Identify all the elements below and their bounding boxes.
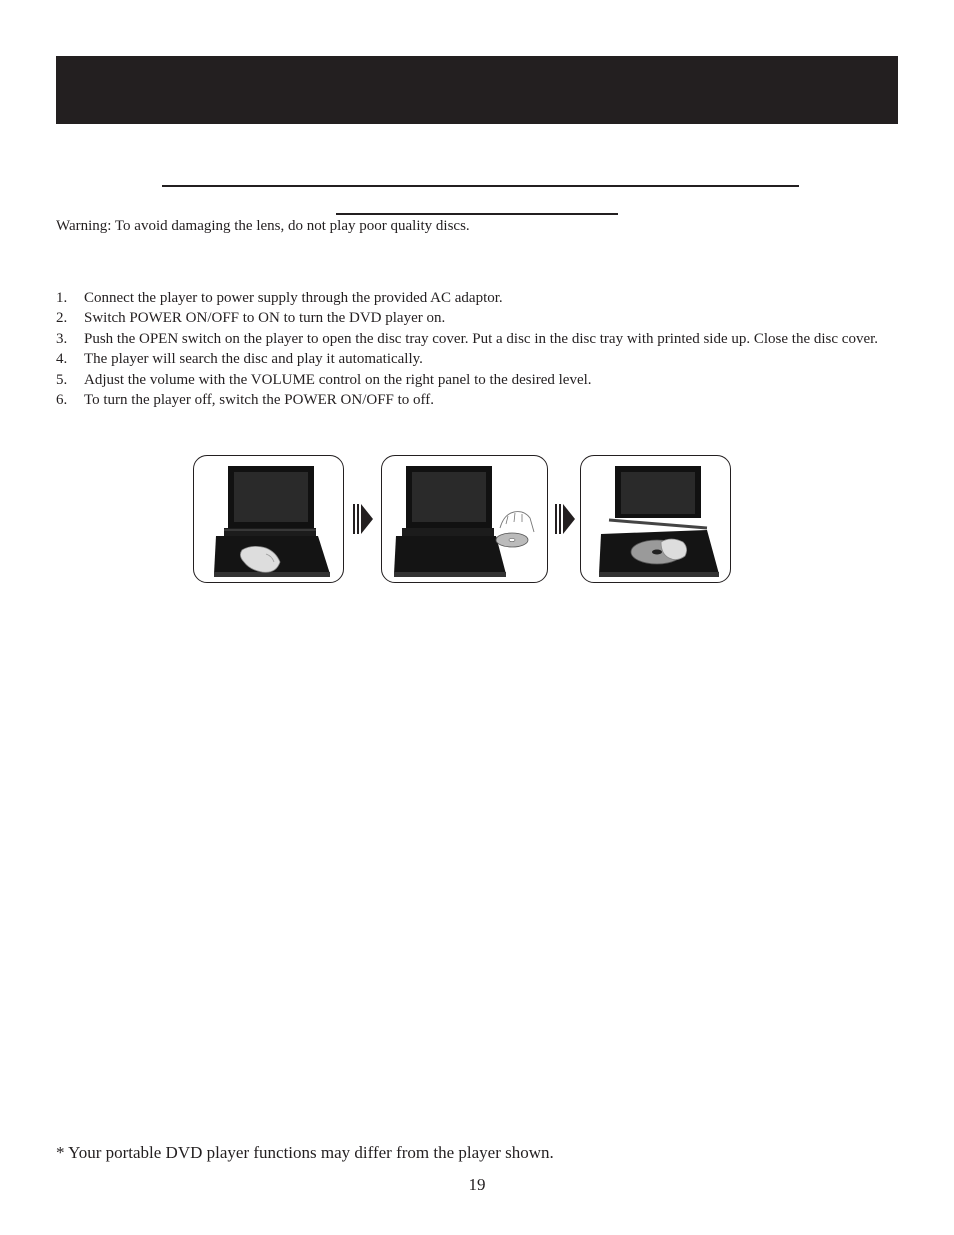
- step-illustration-insert-disc: [381, 455, 548, 583]
- step-number: 3.: [56, 330, 68, 347]
- step-number: 5.: [56, 371, 68, 388]
- step-text: Push the OPEN switch on the player to open the disc tray cover. Put a disc in the disc tray with printed side up. Close the disc cover.: [84, 330, 879, 347]
- step-illustration-open-cover: [193, 455, 344, 583]
- footnote: * Your portable DVD player functions may differ from the player shown.: [56, 1143, 554, 1162]
- step-illustration-close-cover: [580, 455, 731, 583]
- step-text: Connect the player to power supply through the provided AC adaptor.: [84, 290, 503, 306]
- step-number: 2.: [56, 310, 68, 327]
- step-text: The player will search the disc and play it automatically.: [84, 351, 423, 368]
- list-item: [56, 329, 901, 349]
- list-item: [56, 370, 901, 390]
- section-title-rule: [162, 185, 799, 187]
- arrow-right-icon: [353, 500, 375, 538]
- disc-loading-figure: [0, 455, 954, 585]
- list-item: [56, 288, 901, 308]
- list-item: [56, 390, 901, 410]
- step-text: Switch POWER ON/OFF to ON to turn the DVD player on.: [84, 310, 446, 327]
- header-bar: [56, 56, 898, 124]
- list-item: [56, 349, 901, 369]
- instruction-steps: [56, 288, 901, 410]
- arrow-right-icon: [555, 500, 577, 538]
- step-text: To turn the player off, switch the POWER ON/OFF to off.: [84, 392, 435, 409]
- step-number: 4.: [56, 351, 68, 368]
- page-number: 19: [468, 1175, 486, 1194]
- warning-text: Warning: To avoid damaging the lens, do not play poor quality discs.: [56, 218, 470, 234]
- step-number: 1.: [56, 290, 68, 306]
- subtitle-rule: [336, 213, 618, 215]
- list-item: [56, 308, 901, 328]
- step-number: 6.: [56, 392, 68, 409]
- step-text: Adjust the volume with the VOLUME control on the right panel to the desired level.: [84, 371, 592, 388]
